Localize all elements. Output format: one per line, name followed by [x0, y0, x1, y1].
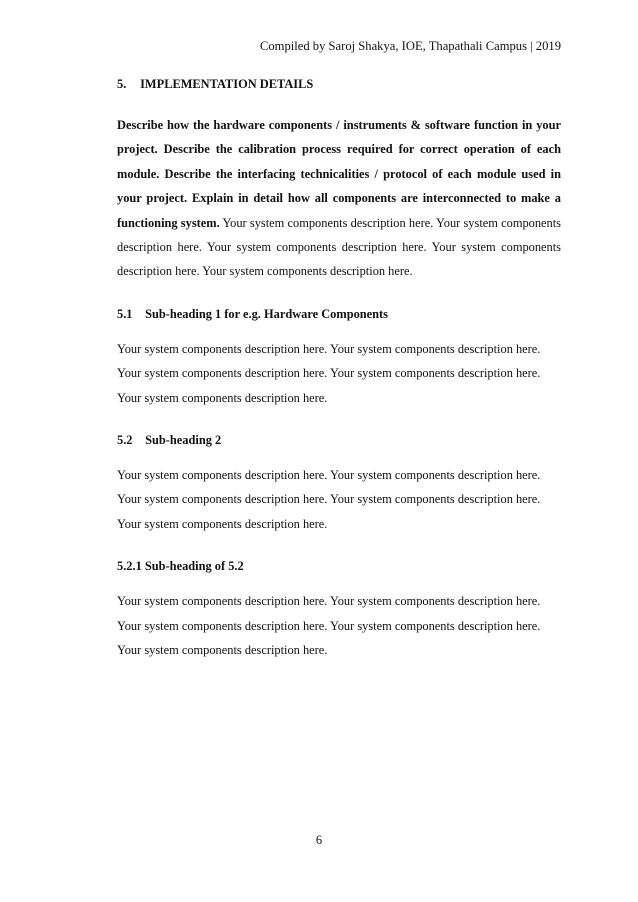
body-line: Your system components description here. [117, 516, 328, 531]
chapter-number: 5. [117, 77, 127, 91]
subsection-heading-5-2-1: 5.2.1 Sub-heading of 5.2 [117, 559, 244, 574]
page-number: 6 [315, 833, 323, 847]
section-title: Sub-heading 1 for e.g. Hardware Components [145, 306, 389, 321]
page-content [117, 74, 561, 663]
body-line: Your system components description here. Your system components description here. [117, 492, 541, 507]
section-number: 5.2 [117, 433, 133, 448]
body-line: Your system components description here. Your system components description here. [117, 618, 541, 633]
chapter-heading [117, 74, 561, 94]
running-header: Compiled by Saroj Shakya, IOE, Thapathali Campus | 2019 [259, 39, 561, 53]
body-line: Your system components description here. Your system components description here. [117, 366, 541, 381]
chapter-intro-paragraph [117, 113, 561, 284]
intro-bold-text: Describe how the hardware components / instruments & software function in your project. Describe the calibration process required for correct operation of each module. Describe the interfacing technicalities / protocol of each module used in your project. Explain in detail how all components are interconnected to make a functioning system. [117, 118, 561, 230]
section-number: 5.1 [117, 306, 133, 321]
section-heading-5-1 [117, 304, 561, 324]
section-body-5-1 [117, 337, 561, 410]
body-line: Your system components description here. [117, 643, 328, 658]
section-title: Sub-heading 2 [145, 433, 222, 448]
body-line: Your system components description here. Your system components description here. [117, 594, 541, 609]
intro-plain-text: Your system components description here. Your system components description here. Your system components description here. Your system components description here. Your system components description here. [117, 215, 561, 279]
section-body-5-2 [117, 463, 561, 536]
section-heading-5-2 [117, 430, 561, 450]
body-line: Your system components description here. [117, 390, 328, 405]
chapter-title: IMPLEMENTATION DETAILS [140, 77, 314, 91]
subsection-body-5-2-1 [117, 589, 561, 662]
body-line: Your system components description here. Your system components description here. [117, 468, 541, 483]
body-line: Your system components description here. Your system components description here. [117, 341, 541, 356]
